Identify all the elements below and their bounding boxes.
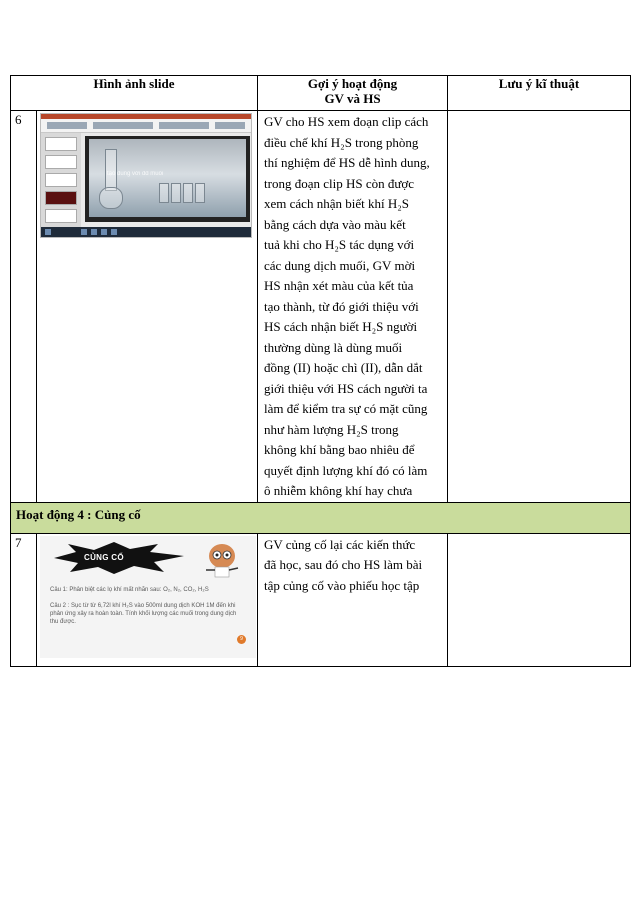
slide-6-screenshot <box>40 113 252 238</box>
header-activity-line2: GV và HS <box>324 91 381 106</box>
activity-line: tuả khi cho H₂S tác dụng với <box>264 237 415 252</box>
mascot-character-icon <box>200 540 244 580</box>
activity-line: như hàm lượng H₂S trong <box>264 421 399 437</box>
activity-line: xem cách nhận biết khí H₂S <box>264 196 409 211</box>
activity-line: làm để kiểm tra sự có mặt cũng <box>264 401 428 416</box>
slide-question-2: Câu 2 : Sục từ từ 6,72l khí H₂S vào 500ml dung dịch KOH 1M đến khi phản ứng xảy ra hoàn toàn. Tính khối lượng các muối trong dung dịch thu được. <box>50 602 237 625</box>
activity-line: bằng cách dựa vào màu kết <box>264 216 406 232</box>
activity-line: đồng (II) hoặc chì (II), dẫn dắt <box>264 360 423 375</box>
activity-line: thí nghiệm để HS dễ hình dung, <box>264 155 430 170</box>
header-activity <box>258 76 448 111</box>
video-caption: tạo dung với dd muối <box>107 171 164 177</box>
activity-line: HS nhận xét màu của kết tủa <box>264 278 414 293</box>
notes-cell <box>448 111 631 503</box>
slide-thumbnails-pane <box>41 133 81 227</box>
lesson-plan-table <box>10 75 631 667</box>
header-image: Hình ảnh slide <box>11 76 258 111</box>
activity-text <box>264 112 443 502</box>
slide-image-cell <box>37 533 258 666</box>
table-row <box>11 111 631 503</box>
table-row <box>11 533 631 666</box>
activity-line: không khí bằng bao nhiêu để <box>264 442 415 457</box>
activity-line: GV cho HS xem đoạn clip cách <box>264 114 429 129</box>
row-number: 6 <box>11 111 37 503</box>
activity-line: ô nhiễm không khí hay chưa <box>264 483 413 498</box>
activity-line: điều chế khí H₂S trong phòng <box>264 134 419 150</box>
activity-text <box>264 535 443 597</box>
activity-line: trong đoạn clip HS còn được <box>264 175 415 191</box>
notes-cell <box>448 533 631 666</box>
slide-7-image <box>40 536 256 658</box>
video-frame <box>89 139 246 217</box>
slide-question-1: Câu 1: Phân biệt các lọ khí mất nhãn sau: O₂, N₂, CO₂, H₂S <box>50 586 209 593</box>
activity-line: các dung dịch muối, GV mời <box>264 257 416 273</box>
activity-line: HS cách nhận biết H₂S người <box>264 319 418 334</box>
table-header-row <box>11 76 631 111</box>
activity-cell <box>258 533 448 666</box>
activity-cell <box>258 111 448 503</box>
activity-line: tập củng cố vào phiếu học tập <box>264 577 420 593</box>
header-notes: Lưu ý kĩ thuật <box>448 76 631 111</box>
slide-image-cell <box>37 111 258 503</box>
activity-line: thường dùng là dùng muối <box>264 339 403 355</box>
section-heading: Hoạt động 4 : Củng cố <box>11 502 631 533</box>
powerpoint-ribbon <box>41 114 251 133</box>
activity-line: tạo thành, từ đó giới thiệu với <box>264 298 419 314</box>
slide-number-badge: 9 <box>237 635 246 644</box>
activity-line: quyết định lượng khí đó có làm <box>264 462 428 478</box>
header-activity-line1: Gợi ý hoạt động <box>307 76 398 91</box>
activity-line: đã học, sau đó cho HS làm bài <box>264 557 423 572</box>
slide-title: CỦNG CỐ <box>84 552 124 562</box>
section-row <box>11 502 631 533</box>
row-number: 7 <box>11 533 37 666</box>
windows-taskbar <box>41 227 251 237</box>
activity-line: giới thiệu với HS cách người ta <box>264 380 428 396</box>
activity-line: GV củng cố lại các kiến thức <box>264 536 416 552</box>
video-slide <box>85 136 250 222</box>
